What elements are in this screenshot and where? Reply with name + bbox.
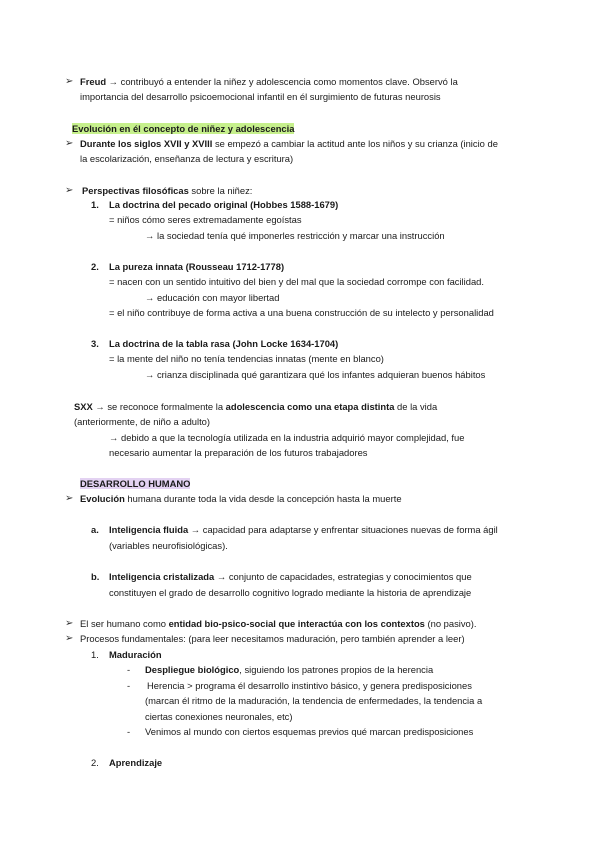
- bullet-arrow-icon: ➢: [65, 76, 74, 87]
- desarrollo-line: [80, 493, 402, 505]
- bullet-arrow-icon: ➢: [65, 185, 74, 196]
- bullet-arrow-icon: ➢: [65, 138, 74, 149]
- evolucion-line-1: [80, 138, 498, 150]
- item-1-arrow-1: → la sociedad tenía qué imponerles restricción y marcar una instrucción: [145, 230, 445, 241]
- item-2-title: La pureza innata (Rousseau 1712-1778): [109, 261, 285, 272]
- item-3-title: La doctrina de la tabla rasa (John Locke 1634-1704): [109, 338, 339, 349]
- bullet-arrow-icon: ➢: [65, 493, 74, 504]
- maduracion-number: 1.: [91, 649, 99, 660]
- perspectivas-text: sobre la niñez:: [188, 185, 253, 196]
- maduracion-detail-2-line-2: (marcan él ritmo de la maduración, la tendencia de enfermedades, la tendencia a: [145, 695, 483, 706]
- sxx-bold-2: adolescencia como una etapa distinta: [225, 401, 395, 412]
- sxx-arrow-1: → debido a que la tecnología utilizada en la industria adquirió mayor complejidad, fue: [109, 432, 465, 443]
- freud-line-1: [80, 76, 458, 88]
- item-2-line-1: = nacen con un sentido intuitivo del bien y del mal que la sociedad corrompe con facilidad.: [109, 276, 484, 287]
- maduracion-title: Maduración: [109, 649, 162, 660]
- dash-2: -: [127, 680, 131, 691]
- item-3-arrow-1: → crianza disciplinada qué garantizara qué los infantes adquieran buenos hábitos: [145, 369, 486, 380]
- freud-line-2: importancia del desarrollo psicoemocional infantil en él surgimiento de futuras neurosis: [80, 91, 441, 102]
- sxx-text-2: de la vida: [394, 401, 438, 412]
- desarrollo-heading: [80, 478, 190, 490]
- desarrollo-bold: Evolución: [80, 493, 125, 504]
- aprendizaje-number: 2.: [91, 757, 99, 768]
- evolucion-text-1: se empezó a cambiar la actitud ante los niños y su crianza (inicio de: [212, 138, 498, 149]
- item-2-number: 2.: [91, 261, 99, 272]
- freud-bold: Freud: [80, 76, 107, 87]
- maduracion-detail-2-line-1: Herencia > programa él desarrollo instintivo básico, y genera predisposiciones: [147, 680, 472, 691]
- evolucion-bold: Durante los siglos XVII y XVIII: [80, 138, 213, 149]
- sxx-arrow-2: necesario aumentar la preparación de los futuros trabajadores: [109, 447, 368, 458]
- sxx-bold-1: SXX: [74, 401, 93, 412]
- dash-1: -: [127, 664, 131, 675]
- item-a-line-2: (variables neurofisiológicas).: [109, 540, 228, 551]
- item-a-line-1: Inteligencia fluida → capacidad para adaptarse y enfrentar situaciones nuevas de forma ágil: [109, 524, 498, 535]
- evolucion-heading: [72, 123, 294, 135]
- maduracion-detail-3: Venimos al mundo con ciertos esquemas previos qué marcan predisposiciones: [145, 726, 474, 737]
- item-b-line-1: Inteligencia cristalizada → conjunto de capacidades, estrategias y conocimientos que: [109, 571, 472, 582]
- desarrollo-heading-text: DESARROLLO HUMANO: [80, 478, 191, 489]
- dash-3: -: [127, 726, 131, 737]
- item-2-arrow-1: → educación con mayor libertad: [145, 292, 280, 303]
- aprendizaje-title: Aprendizaje: [109, 757, 163, 768]
- bullet-arrow-icon: ➢: [65, 633, 74, 644]
- perspectivas-line: [82, 185, 252, 197]
- evolucion-heading-text: Evolución en él concepto de niñez y adolescencia: [72, 123, 295, 134]
- item-3-number: 3.: [91, 338, 99, 349]
- sxx-line-1: [74, 401, 437, 413]
- item-a-label: a.: [91, 524, 99, 535]
- ser-line: El ser humano como entidad bio-psico-social que interactúa con los contextos (no pasivo).: [80, 618, 477, 629]
- maduracion-detail-1: Despliegue biológico, siguiendo los patrones propios de la herencia: [145, 664, 434, 675]
- item-2-line-2: = el niño contribuye de forma activa a una buena construcción de su intelecto y personalidad: [109, 307, 494, 318]
- item-b-line-2: constituyen el grado de desarrollo cognitivo logrado mediante la historia de aprendizaje: [109, 587, 472, 598]
- procesos-line: Procesos fundamentales: (para leer necesitamos maduración, pero también aprender a leer): [80, 633, 465, 644]
- item-1-line-1: = niños cómo seres extremadamente egoístas: [109, 214, 302, 225]
- item-b-label: b.: [91, 571, 100, 582]
- freud-text-1: → contribuyó a entender la niñez y adolescencia como momentos clave. Observó la: [106, 76, 458, 87]
- evolucion-line-2: la escolarización, enseñanza de lectura y escritura): [80, 153, 294, 164]
- sxx-text-1: → se reconoce formalmente la: [92, 401, 226, 412]
- bullet-arrow-icon: ➢: [65, 618, 74, 629]
- maduracion-detail-2-line-3: ciertas conexiones neuronales, etc): [145, 711, 293, 722]
- item-1-number: 1.: [91, 199, 99, 210]
- desarrollo-text: humana durante toda la vida desde la concepción hasta la muerte: [124, 493, 402, 504]
- perspectivas-bold: Perspectivas filosóficas: [82, 185, 189, 196]
- item-3-line-1: = la mente del niño no tenía tendencias innatas (mente en blanco): [109, 353, 384, 364]
- sxx-line-2: (anteriormente, de niño a adulto): [74, 416, 211, 427]
- item-1-title: La doctrina del pecado original (Hobbes 1588-1679): [109, 199, 339, 210]
